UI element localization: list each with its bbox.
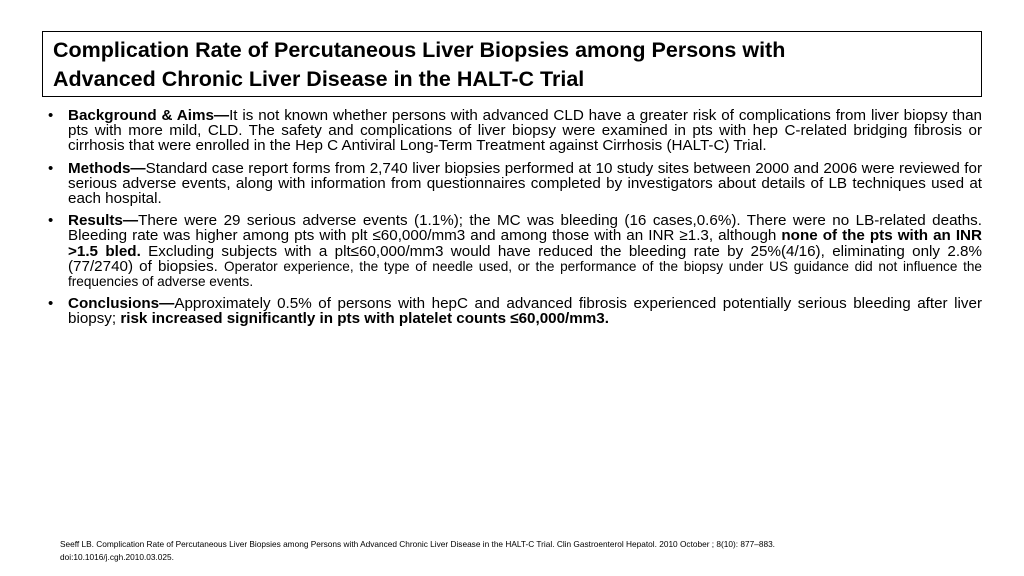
title-box (42, 31, 982, 97)
citation-line-1: Seeff LB. Complication Rate of Percutaneous Liver Biopsies among Persons with Advanced Chronic Liver Disease in the HALT-C Trial. Clin Gastroenterol Hepatol. 2010 October ; 8(10): 877–883. (60, 539, 775, 549)
bullet-text: Excluding subjects with a plt≤60,000/mm3 would have reduced the bleeding rate by 25%(4/16), eliminating only 2.8%(77/2740) of biopsies. (68, 242, 982, 275)
title-line-1: Complication Rate of Percutaneous Liver Biopsies among Persons with (53, 38, 786, 62)
bullet-methods (48, 161, 982, 207)
bullet-heading: Results— (68, 212, 139, 230)
bullet-heading: Conclusions— (68, 295, 175, 313)
bullet-background (48, 108, 982, 154)
title-line-2: Advanced Chronic Liver Disease in the HALT-C Trial (53, 67, 585, 91)
bullet-text: It is not known whether persons with advanced CLD have a greater risk of complications from liver biopsy than pts with more mild, CLD. The safety and complications of liver biopsy were examined in pts with hep C-related bridging fibrosis or cirrhosis that were enrolled in the Hep C Antiviral Long-Term Treatment against Cirrhosis (HALT-C) Trial. (68, 107, 982, 155)
bullet-bold-text: none of the pts with an INR >1.5 bled. (68, 227, 982, 260)
bullet-dot: • (48, 159, 54, 177)
bullet-heading: Methods— (68, 159, 146, 177)
bullet-text: There were 29 serious adverse events (1.1%); the MC was bleeding (16 cases,0.6%). There were no LB-related deaths. Bleeding rate was higher among pts with plt ≤60,000/mm3 and among those with an INR ≥1.3, although (68, 212, 982, 245)
bullet-text: Standard case report forms from 2,740 liver biopsies performed at 10 study sites between 2000 and 2006 were reviewed for serious adverse events, along with information from questionnaires completed by investigators about details of LB techniques used at each hospital. (68, 159, 982, 208)
citation (60, 538, 960, 564)
bullet-dot: • (48, 295, 54, 313)
bullet-small-text: Operator experience, the type of needle used, or the performance of the biopsy under US guidance did not influence the frequencies of adverse events. (68, 258, 982, 290)
bullet-bold-text: risk increased significantly in pts with platelet counts ≤60,000/mm3. (120, 310, 609, 328)
bullet-text: Approximately 0.5% of persons with hepC and advanced fibrosis experienced potentially serious bleeding after liver biopsy; (68, 295, 982, 328)
bullet-heading: Background & Aims— (68, 107, 230, 124)
bullet-conclusions (48, 296, 982, 326)
bullet-dot: • (48, 212, 54, 230)
citation-line-2: doi:10.1016/j.cgh.2010.03.025. (60, 552, 174, 562)
bullet-results (48, 213, 982, 289)
bullet-dot: • (48, 107, 54, 124)
bullet-list (48, 108, 982, 334)
